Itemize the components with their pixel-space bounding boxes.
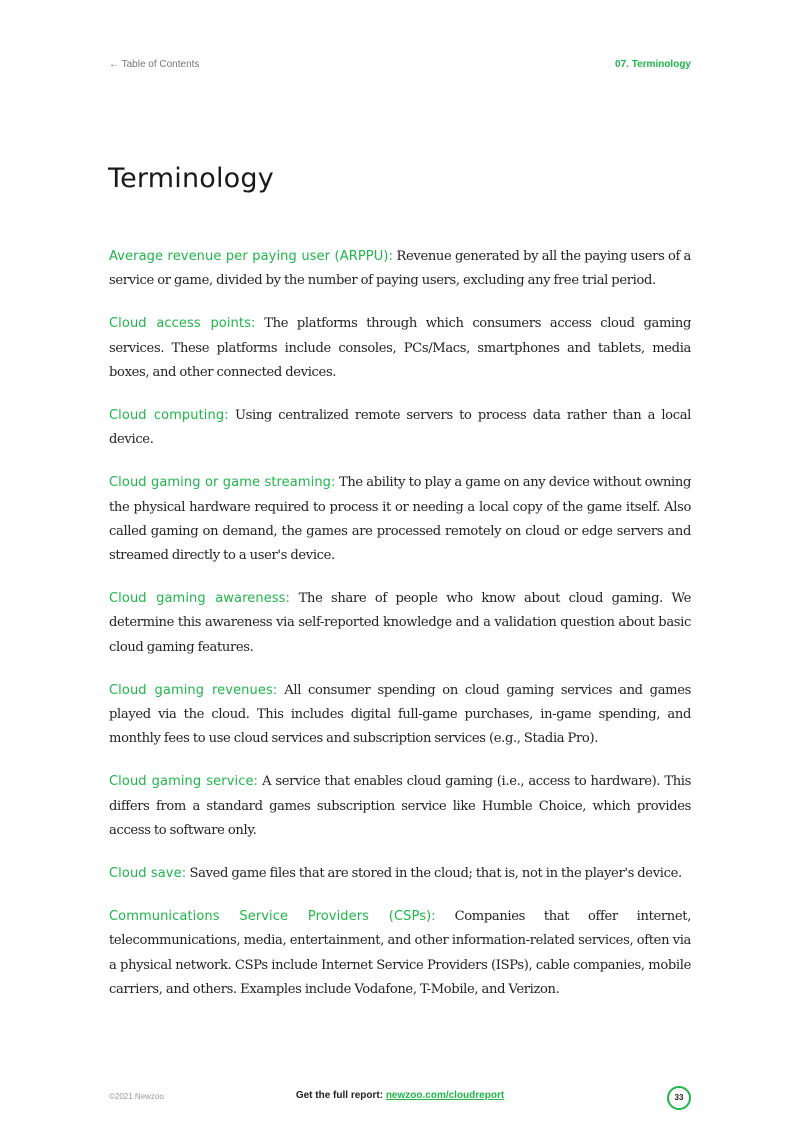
term-cloud-access-points — [109, 312, 691, 385]
term-cloud-computing — [109, 404, 691, 452]
term-csps — [109, 905, 691, 1002]
term-name: Cloud computing: — [109, 408, 229, 424]
term-definition: The share of people who know about cloud gaming. We determine this awareness via self-reported knowledge and a validation question about basic cloud gaming features. — [109, 591, 691, 655]
term-definition: Using centralized remote servers to process data rather than a local device. — [109, 408, 691, 448]
term-name: Average revenue per paying user (ARPPU): — [109, 249, 393, 264]
table-of-contents-link[interactable]: ← Table of Contents — [109, 59, 200, 70]
term-cloud-gaming-awareness — [109, 587, 691, 660]
term-arppu — [109, 245, 691, 293]
term-definition: Revenue generated by all the paying users of a service or game, divided by the number of paying users, excluding any free trial period. — [109, 249, 691, 289]
term-definition: Saved game files that are stored in the cloud; that is, not in the player's device. — [189, 866, 682, 882]
term-name: Cloud gaming or game streaming: — [109, 475, 336, 491]
full-report-link[interactable]: newzoo.com/cloudreport — [385, 1090, 505, 1101]
term-definition: Companies that offer internet, telecommunications, media, entertainment, and other information-related services, often via a physical network. CSPs include Internet Service Providers (ISPs), cable companies, mobile carriers, and others. Examples include Vodafone, T-Mobile, and Verizon. — [109, 909, 691, 997]
term-cloud-gaming-service — [109, 770, 691, 843]
page-header — [109, 59, 691, 73]
term-name: Cloud gaming service: — [109, 774, 259, 790]
term-name: Cloud gaming revenues: — [109, 682, 278, 698]
cta-label: Get the full report: — [295, 1090, 386, 1101]
page-title: Terminology — [108, 163, 274, 194]
section-label: 07. Terminology — [615, 59, 691, 70]
full-report-cta — [109, 1090, 691, 1101]
term-cloud-gaming-revenues — [109, 679, 691, 752]
page-footer — [109, 1086, 691, 1110]
term-cloud-gaming — [109, 471, 691, 568]
copyright: ©2021 Newzoo — [109, 1092, 164, 1101]
term-name: Cloud access points: — [109, 316, 256, 332]
term-definition: All consumer spending on cloud gaming services and games played via the cloud. This includes digital full-game purchases, in-game spending, and monthly fees to use cloud services and subscription services (e.g., Stadia Pro). — [109, 682, 691, 747]
term-name: Cloud gaming awareness: — [109, 591, 291, 607]
term-definition: A service that enables cloud gaming (i.e., access to hardware). This differs from a standard games subscription service like Humble Choice, which provides access to software only. — [109, 774, 692, 838]
terminology-list — [109, 245, 691, 1021]
page-number-badge: 33 — [667, 1086, 691, 1110]
term-name: Communications Service Providers (CSPs): — [109, 909, 436, 925]
term-definition: The ability to play a game on any device without owning the physical hardware required to process it or needing a local copy of the game itself. Also called gaming on demand, the games are processed remotely on cloud or edge servers and streamed directly to a user's device. — [109, 475, 691, 564]
term-name: Cloud save: — [109, 866, 187, 882]
term-definition: The platforms through which consumers access cloud gaming services. These platforms include consoles, PCs/Macs, smartphones and tablets, media boxes, and other connected devices. — [109, 316, 691, 380]
term-cloud-save — [109, 862, 691, 886]
